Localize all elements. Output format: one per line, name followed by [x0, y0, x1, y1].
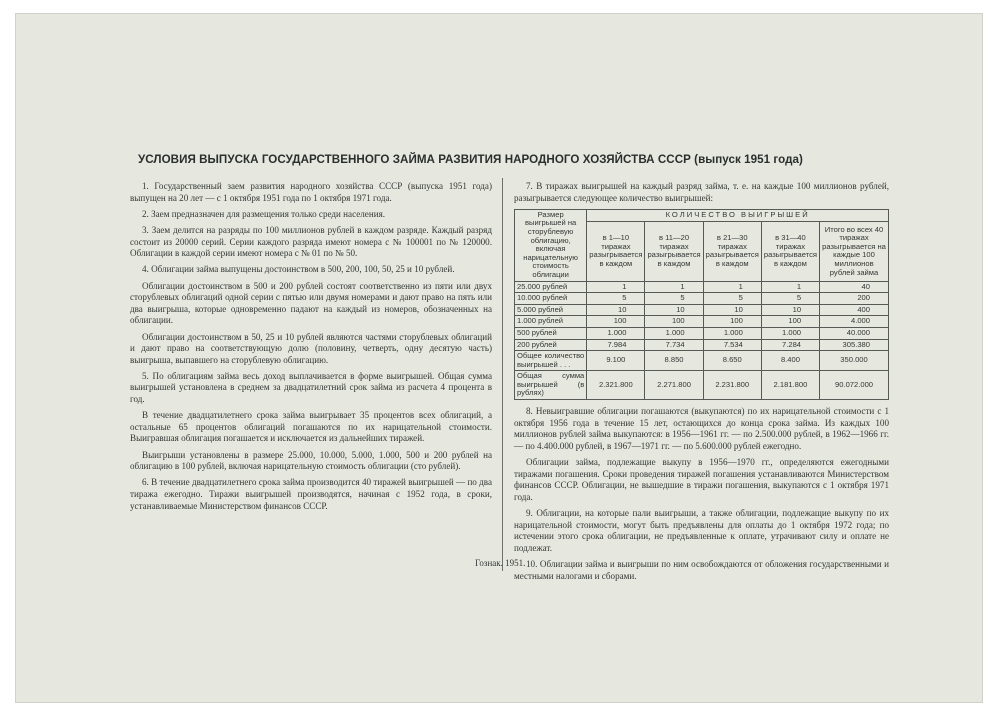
paragraph-8-redemption-draws: Облигации займа, подлежащие выкупу в 1956—1970 гг., определяются ежегодными тиражами погашения. Сроки проведения тиражей погашения устанавливаются Министерством финансов СССР. Облигации, не вышедшие в тиражи погашения, выкупаются с 1 октября 1971 года. [514, 457, 889, 502]
paragraph-5-winning-share: В течение двадцатилетнего срока займа выигрывает 35 процентов всех облигаций, а остальные 65 процентов облигаций погашаются по их нарицательной стоимости. Выигравшая облигация погашается и исключается из дальнейших тиражей. [130, 410, 492, 444]
prize-count-cell: 10 [645, 304, 703, 316]
prize-count-cell: 100 [761, 316, 819, 328]
prize-count-cell: 1.000 [645, 327, 703, 339]
total-sum-cell: 2.271.800 [645, 371, 703, 400]
paragraph-2: 2. Заем предназначен для размещения только среди населения. [142, 208, 386, 219]
prize-count-cell: 1 [645, 281, 703, 293]
prize-size-cell: 1.000 рублей [515, 316, 587, 328]
paragraph-8: 8. Невыигравшие облигации погашаются (выкупаются) по их нарицательной стоимости с 1 октября 1956 года в течение 15 лет, остающихся до конца срока займа. Из каждых 100 миллионов рублей займа выкупаются: в 1956—1961 гг. — по 2.500.000 рублей, в 1962—1966 гг. — по 4.400.000 рублей, в 1967—1971 гг. — по 5.600.000 рублей ежегодно. [514, 406, 889, 451]
prize-count-cell: 7.984 [587, 339, 645, 351]
prize-table [514, 209, 889, 400]
right-column [514, 181, 889, 587]
paragraph-9: 9. Облигации, на которые пали выигрыши, а также облигации, подлежащие выкупу по их нарицательной стоимости, могут быть предъявлены для оплаты до 1 октября 1972 года; по истечении этого срока облигации, не предъявленные к оплате, утрачивают силу и оплате не подлежат. [514, 508, 889, 553]
prize-count-cell: 1.000 [587, 327, 645, 339]
prize-count-cell: 40 [820, 281, 889, 293]
prize-count-cell: 10 [703, 304, 761, 316]
prize-count-cell: 305.380 [820, 339, 889, 351]
col-total-40-draws: Итого во всех 40 тиражах разыгрывается на каждые 100 миллионов рублей займа [820, 222, 889, 281]
total-count-cell: 9.100 [587, 351, 645, 371]
prize-count-cell: 1 [761, 281, 819, 293]
prize-count-cell: 7.534 [703, 339, 761, 351]
total-count-cell: 8.400 [761, 351, 819, 371]
prize-count-cell: 1.000 [761, 327, 819, 339]
paragraph-4-denominations-500-200: Облигации достоинством в 500 и 200 рублей состоят соответственно из пяти или двух сторублевых облигаций одной серии с пятью или двумя номерами и дают право на пять или два выигрыша, которые одновременно падают на каждый из номеров, обозначенных на облигации. [130, 280, 492, 326]
paragraph-4-denominations-50-25-10: Облигации достоинством в 50, 25 и 10 рублей являются частями сторублевых облигаций и дают право на соответствующую долю (половину, четверть, одну десятую часть) выигрыша, выпавшего на сторублевую облигацию. [130, 331, 492, 365]
prize-row [515, 339, 889, 351]
prize-size-cell: 500 рублей [515, 327, 587, 339]
prize-row [515, 304, 889, 316]
prize-count-cell: 10 [587, 304, 645, 316]
prize-count-cell: 7.284 [761, 339, 819, 351]
total-count-label: Общее количество выигрышей . . . [515, 351, 587, 371]
paragraph-6: 6. В течение двадцатилетнего срока займа производится 40 тиражей выигрышей — по два тиража ежегодно. Тиражи выигрышей производятся, начиная с 1952 года, в сроки, устанавливаемые Министерством финансов СССР. [130, 477, 492, 511]
total-count-cell: 8.850 [645, 351, 703, 371]
paragraph-5: 5. По облигациям займа весь доход выплачивается в форме выигрышей. Общая сумма выигрышей установлена в среднем за двадцатилетний срок займа из расчета 4 процента в год. [130, 370, 492, 405]
prize-size-cell: 200 рублей [515, 339, 587, 351]
total-sum-cell: 2.181.800 [761, 371, 819, 400]
prize-row [515, 281, 889, 293]
prize-count-cell: 400 [820, 304, 889, 316]
col-draws-1-10: в 1—10 тиражах разыгрывается в каждом [587, 222, 645, 281]
paragraph-10: 10. Облигации займа и выигрыши по ним освобождаются от обложения государственными и местными налогами и сборами. [514, 558, 889, 581]
col-draws-21-30: в 21—30 тиражах разыгрывается в каждом [703, 222, 761, 281]
paragraph-4: 4. Облигации займа выпущены достоинством в 500, 200, 100, 50, 25 и 10 рублей. [142, 264, 455, 275]
total-sum-cell: 2.231.800 [703, 371, 761, 400]
prize-size-cell: 5.000 рублей [515, 304, 587, 316]
prize-count-cell: 5 [703, 293, 761, 305]
prize-count-cell: 40.000 [820, 327, 889, 339]
prize-count-cell: 10 [761, 304, 819, 316]
prize-count-cell: 5 [761, 293, 819, 305]
prize-count-cell: 200 [820, 293, 889, 305]
paragraph-7: 7. В тиражах выигрышей на каждый разряд займа, т. е. на каждые 100 миллионов рублей, разыгрывается следующее количество выигрышей: [514, 181, 889, 203]
prize-count-header: КОЛИЧЕСТВО ВЫИГРЫШЕЙ [587, 209, 889, 222]
paragraph-1: 1. Государственный заем развития народного хозяйства СССР (выпуска 1951 года) выпущен на 20 лет — с 1 октября 1951 года по 1 октября 1971 года. [130, 181, 492, 203]
total-sum-cell: 2.321.800 [587, 371, 645, 400]
prize-row [515, 293, 889, 305]
document-title: УСЛОВИЯ ВЫПУСКА ГОСУДАРСТВЕННОГО ЗАЙМА РАЗВИТИЯ НАРОДНОГО ХОЗЯЙСТВА СССР (выпуск 1951 года) [138, 153, 803, 166]
prize-count-cell: 1 [587, 281, 645, 293]
prize-size-header: Размер выигрышей на сторублевую облигацию, включая нарицательную стоимость облигации [515, 209, 587, 281]
printer-imprint: Гознак. 1951. [475, 558, 526, 568]
prize-count-cell: 100 [703, 316, 761, 328]
prize-size-cell: 25.000 рублей [515, 281, 587, 293]
prize-count-cell: 1.000 [703, 327, 761, 339]
prize-count-cell: 1 [703, 281, 761, 293]
total-sum-label: Общая сумма выигрышей (в рублях) [515, 371, 587, 400]
total-count-cell: 350.000 [820, 351, 889, 371]
prize-count-cell: 100 [645, 316, 703, 328]
total-count-cell: 8.650 [703, 351, 761, 371]
prize-count-cell: 7.734 [645, 339, 703, 351]
prize-size-cell: 10.000 рублей [515, 293, 587, 305]
total-sum-cell: 90.072.000 [820, 371, 889, 400]
col-draws-31-40: в 31—40 тиражах разыгрывается в каждом [761, 222, 819, 281]
paragraph-3: 3. Заем делится на разряды по 100 миллионов рублей в каждом разряде. Каждый разряд состоит из 20000 серий. Серии каждого разряда имеют номера с № 100001 по № 120000. Облигации в каждой серии имеют номера с № 01 по № 50. [130, 224, 492, 259]
prize-count-cell: 5 [587, 293, 645, 305]
prize-count-cell: 100 [587, 316, 645, 328]
left-column [130, 181, 492, 517]
col-draws-11-20: в 11—20 тиражах разыгрывается в каждом [645, 222, 703, 281]
prize-count-cell: 4.000 [820, 316, 889, 328]
prize-row [515, 316, 889, 328]
paragraph-5-prize-amounts: Выигрыши установлены в размере 25.000, 10.000, 5.000, 1.000, 500 и 200 рублей на облигацию в 100 рублей, включая нарицательную стоимость облигации (сто рублей). [130, 449, 492, 472]
prize-row [515, 327, 889, 339]
column-divider [502, 178, 503, 571]
prize-count-cell: 5 [645, 293, 703, 305]
